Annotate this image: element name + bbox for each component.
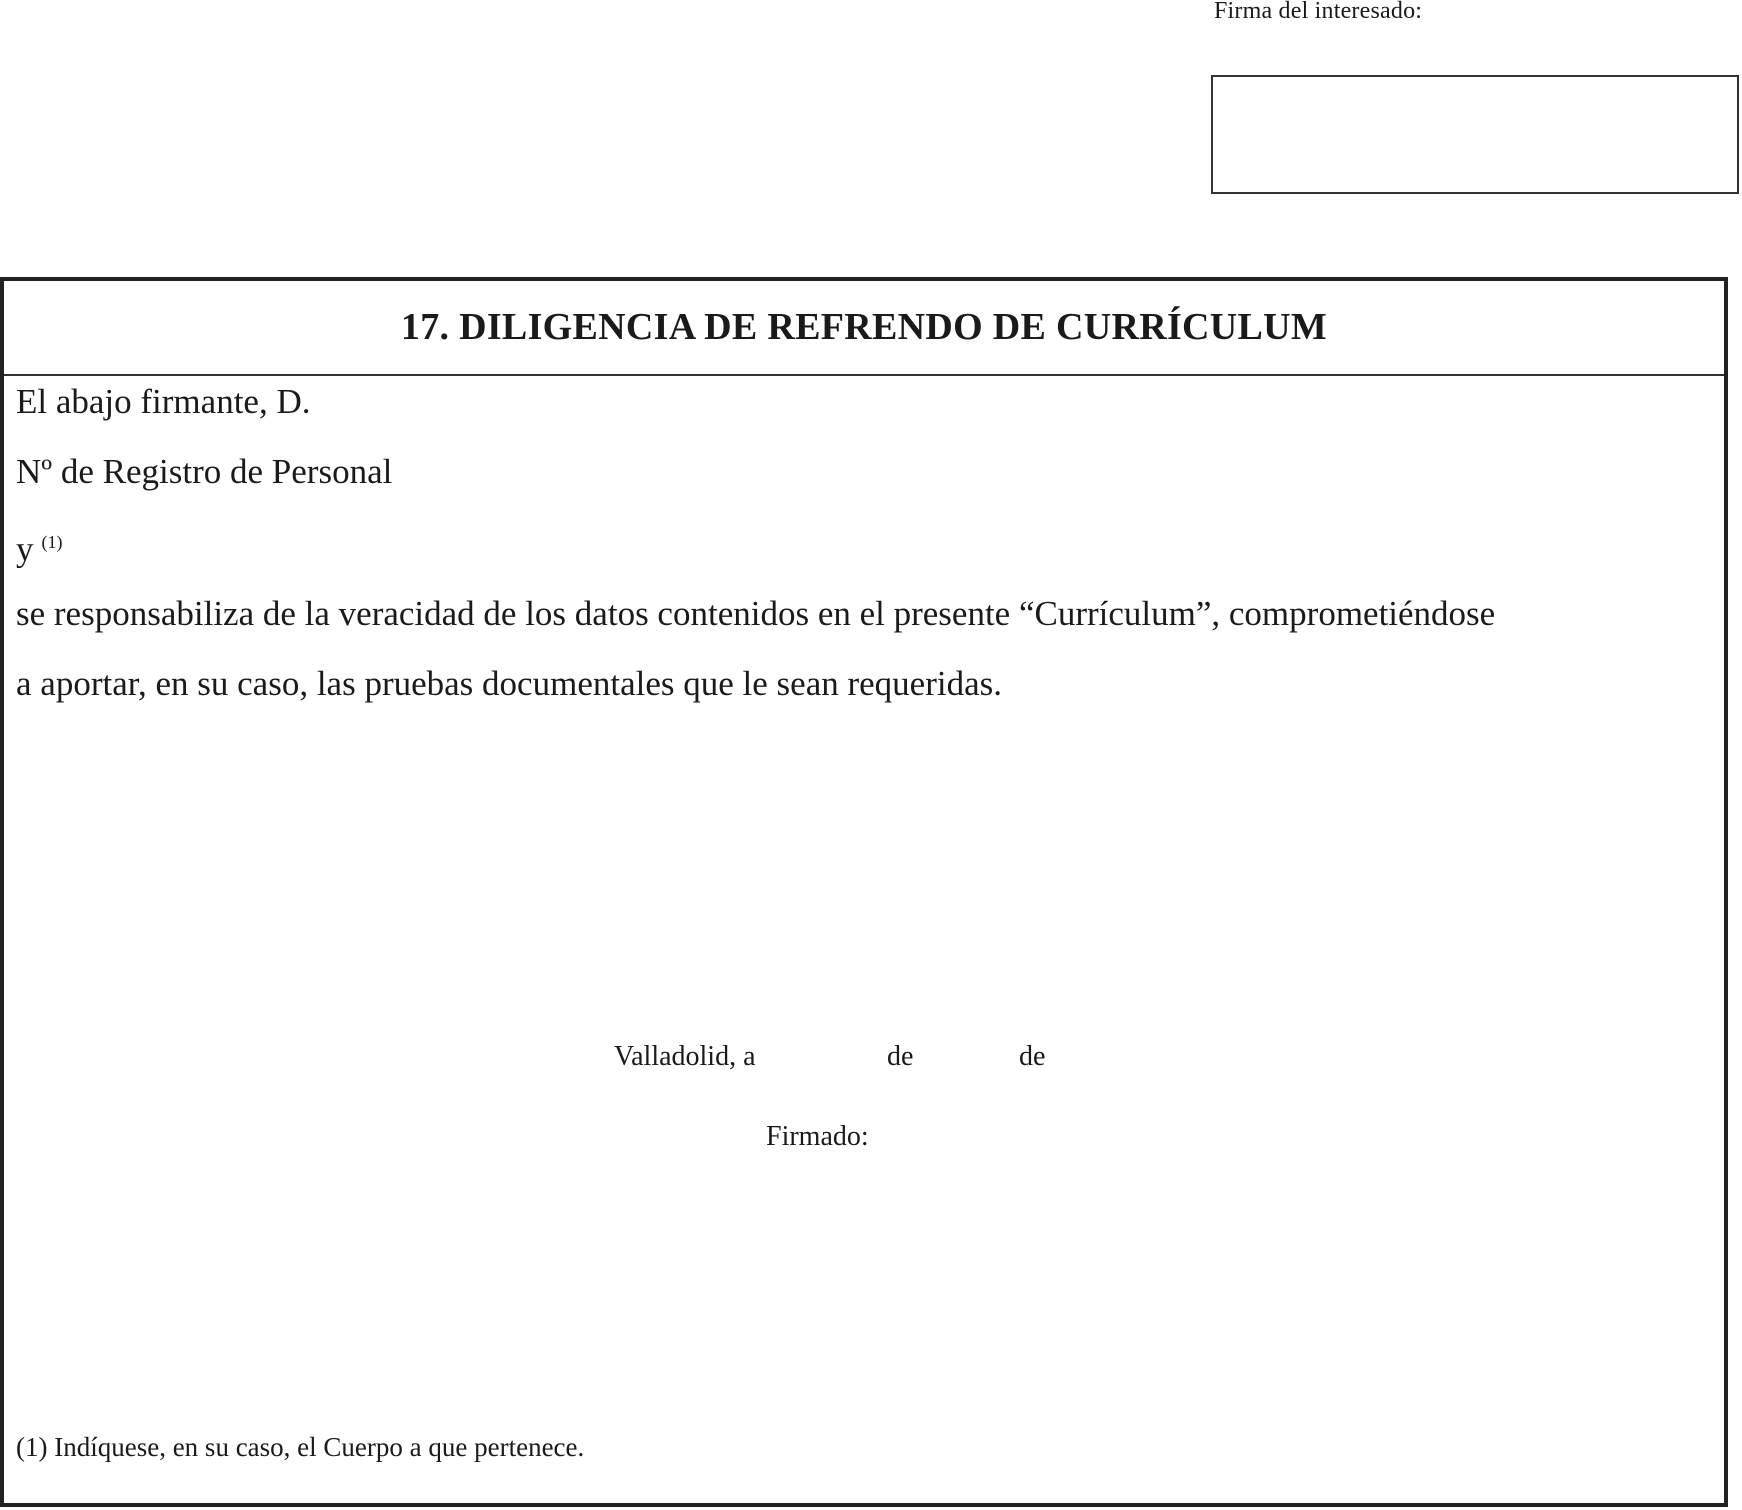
corps-line xyxy=(16,521,63,571)
responsibility-statement-line-2: a aportar, en su caso, las pruebas documentales que le sean requeridas. xyxy=(16,664,1002,703)
form-title: 17. DILIGENCIA DE REFRENDO DE CURRÍCULUM xyxy=(400,306,1328,348)
place-date-row xyxy=(4,1037,1724,1077)
place-label: Valladolid, a xyxy=(614,1041,756,1072)
date-de-label-2: de xyxy=(1019,1041,1046,1072)
registry-number-line: Nº de Registro de Personal xyxy=(16,452,393,491)
date-de-label-1: de xyxy=(887,1041,914,1072)
signer-name-line: El abajo firmante, D. xyxy=(16,382,311,421)
footnote-marker: (1) xyxy=(41,532,63,552)
responsibility-statement-line-1: se responsabiliza de la veracidad de los datos contenidos en el presente “Currículum”, comprometiéndose xyxy=(16,594,1496,633)
signed-label: Firmado: xyxy=(766,1121,869,1152)
form-title-row xyxy=(4,281,1724,376)
corps-line-text: y xyxy=(16,529,34,569)
signature-box[interactable] xyxy=(1211,75,1739,194)
form-section xyxy=(0,277,1728,1507)
signature-label: Firma del interesado: xyxy=(1214,0,1423,24)
footnote: (1) Indíquese, en su caso, el Cuerpo a que pertenece. xyxy=(16,1432,585,1462)
